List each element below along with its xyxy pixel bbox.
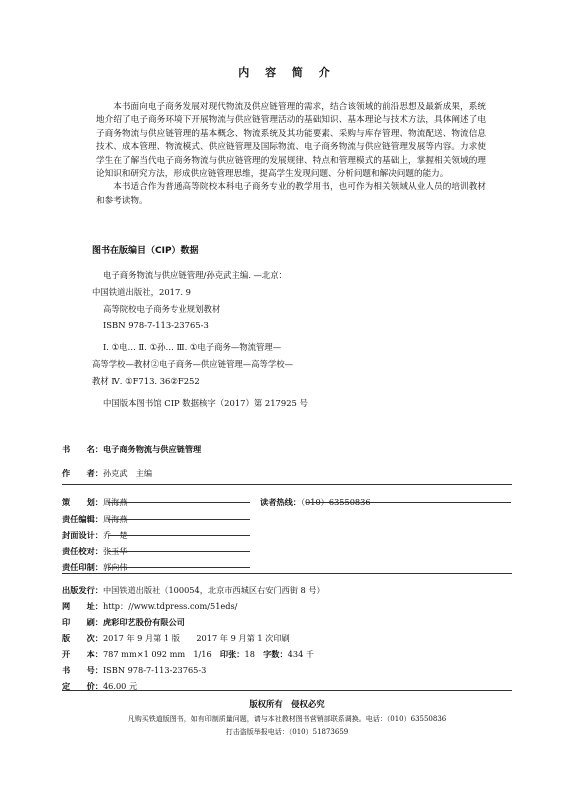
introduction bbox=[96, 101, 486, 208]
divider bbox=[62, 690, 512, 691]
sheets-value: 18 bbox=[244, 649, 264, 659]
cip-line: ISBN 978-7-113-23765-3 bbox=[103, 320, 209, 330]
field-underline bbox=[108, 502, 250, 503]
field-underline bbox=[108, 567, 250, 568]
price-label: 定 价： bbox=[62, 681, 103, 691]
printer-value: 虎彩印艺股份有限公司 bbox=[102, 617, 185, 627]
edition-value: 2017 年 9 月第 1 版 2017 年 9 月第 1 次印刷 bbox=[102, 633, 290, 643]
book-title-value: 电子商务物流与供应链管理 bbox=[102, 444, 202, 454]
cip-line: 教材 Ⅳ. ①F713. 36②F252 bbox=[92, 376, 200, 386]
cover-design-value: 乔 楚 bbox=[102, 530, 128, 540]
printer-label: 印 刷： bbox=[62, 617, 103, 627]
publisher-label: 出版发行： bbox=[62, 585, 103, 595]
sheets-label: 印张： bbox=[219, 649, 245, 659]
piracy-hotline: 打击盗版举报电话：（010）51873659 bbox=[225, 728, 349, 736]
cip-line: 高等院校电子商务专业规划教材 bbox=[103, 304, 221, 314]
website-value: http：//www.tdpress.com/51eds/ bbox=[102, 601, 238, 611]
website-label: 网 址： bbox=[62, 601, 103, 611]
publisher-value: 中国铁道出版社（100054，北京市西城区右安门西街 8 号） bbox=[102, 585, 325, 595]
planning-value: 周海燕 bbox=[102, 497, 128, 507]
cover-design-label: 封面设计： bbox=[62, 530, 103, 540]
word-count-value: 434 千 bbox=[287, 649, 315, 659]
print-manager-value: 郭向伟 bbox=[102, 562, 128, 572]
format-value: 787 mm×1 092 mm 1/16 bbox=[102, 649, 220, 659]
cip-data-number: 中国版本图书馆 CIP 数据核字（2017）第 217925 号 bbox=[103, 398, 308, 408]
cip-line: 电子商务物流与供应链管理/孙克武主编. —北京： bbox=[103, 270, 288, 280]
word-count-label: 字数： bbox=[263, 649, 288, 659]
divider bbox=[62, 484, 512, 485]
quality-notice: 凡购买铁道版图书，如有印制质量问题，请与本社教材图书营销部联系调换。电话：（010）63550836 bbox=[127, 715, 447, 723]
field-underline bbox=[108, 535, 250, 536]
proofreading-label: 责任校对： bbox=[62, 546, 103, 556]
field-underline bbox=[108, 519, 250, 520]
author-label: 作 者： bbox=[62, 468, 103, 478]
format-label: 开 本： bbox=[62, 649, 103, 659]
isbn-value: ISBN 978-7-113-23765-3 bbox=[102, 665, 207, 675]
cip-line: Ⅰ. ①电… Ⅱ. ①孙… Ⅲ. ①电子商务—物流管理— bbox=[103, 342, 282, 352]
editor-label: 责任编辑： bbox=[62, 514, 103, 524]
cip-line: 中国铁道出版社，2017. 9 bbox=[92, 287, 191, 297]
divider bbox=[62, 573, 512, 574]
book-author-row bbox=[62, 461, 152, 480]
cip-line: 高等学校—教材②电子商务—供应链管理—高等学校— bbox=[92, 359, 293, 369]
editor-value: 周海燕 bbox=[102, 514, 128, 524]
isbn-label: 书 号： bbox=[62, 665, 103, 675]
page-title: 内 容 简 介 bbox=[238, 66, 336, 79]
hotline-label: 读者热线： bbox=[260, 497, 301, 507]
edition-label: 版 次： bbox=[62, 633, 103, 643]
book-title-label: 书 名： bbox=[62, 444, 103, 454]
planning-label: 策 划： bbox=[62, 497, 103, 507]
field-underline bbox=[108, 551, 250, 552]
author-value: 孙克武 主编 bbox=[102, 468, 153, 478]
intro-paragraph-2: 本书适合作为普通高等院校本科电子商务专业的教学用书，也可作为相关领域从业人员的培训教材和参考读物。 bbox=[96, 182, 486, 206]
hotline-value: （010）63550836 bbox=[300, 497, 371, 507]
print-manager-row bbox=[62, 555, 128, 574]
field-underline bbox=[306, 502, 511, 503]
copyright-notice: 版权所有 侵权必究 bbox=[249, 699, 325, 709]
hotline-row bbox=[260, 490, 371, 509]
cip-heading: 图书在版编目（CIP）数据 bbox=[92, 246, 199, 256]
print-manager-label: 责任印制： bbox=[62, 562, 103, 572]
intro-paragraph-1: 本书面向电子商务发展对现代物流及供应链管理的需求，结合该领域的前沿思想及最新成果，系统地介绍了电子商务环境下开展物流与供应链管理活动的基础知识、基本理论与技术方法，具体阐述了电子商务物流与供应链管理的基本概念、物流系统及其功能要素、采购与库存管理、物流配送、物流信息技术、成本管理、物流模式、供应链管理及国际物流、电子商务物流与供应链管理发展等内容。力求使学生在了解当代电子商务物流与供应链管理的发展规律、特点和管理模式的基础上，掌握相关领域的理论知识和研究方法，形成供应链管理思维，提高学生发现问题、分析问题和解决问题的能力。 bbox=[96, 102, 486, 180]
price-value: 46.00 元 bbox=[102, 681, 138, 691]
book-title-row bbox=[62, 437, 201, 456]
proofreading-value: 张玉华 bbox=[102, 546, 128, 556]
